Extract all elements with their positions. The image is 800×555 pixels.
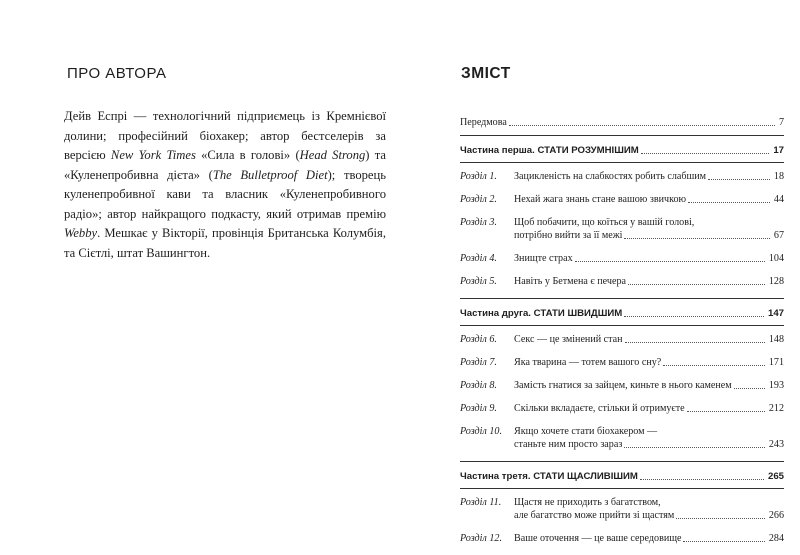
toc-line [460,144,784,157]
entry-title: Скільки вкладаєте, стільки й отримуєте [514,403,685,414]
toc-line [460,333,784,346]
page-number: 44 [773,194,784,205]
toc-entry [460,356,784,369]
bio-text: . Мешкає у Вікторії, провінція Британська Колумбія, та Сієтлі, штат Вашингтон. [64,226,386,260]
chapter-label: Розділ 2. [460,194,497,205]
toc-entry [460,402,784,415]
toc-entry [460,532,784,545]
entry-title: але багатство може прийти зі щастям [514,510,675,521]
toc-line [460,170,784,183]
page-number: 67 [773,230,784,241]
page-number: 243 [768,439,784,450]
toc-divider [460,135,784,136]
toc-entry [460,425,784,451]
bio-text: New York Times [110,148,196,162]
toc-line [460,252,784,265]
toc-divider [460,298,784,299]
toc-entry [460,193,784,206]
toc-line [460,402,784,415]
chapter-label: Розділ 6. [460,334,497,345]
page-number: 171 [768,357,784,368]
toc-line [460,193,784,206]
leader-dots [683,541,764,542]
page-number: 104 [768,253,784,264]
toc-line [460,532,784,545]
leader-dots [688,202,770,203]
leader-dots [624,447,765,448]
page-number: 7 [778,117,784,128]
chapter-label: Розділ 12. [460,533,502,544]
leader-dots [641,153,770,154]
page-number: 212 [768,403,784,414]
toc-line [460,425,784,438]
chapter-label: Розділ 3. [460,217,497,228]
entry-title: Знищте страх [514,253,573,264]
toc-line [460,356,784,369]
bio-text: The Bulletproof Diet [212,167,328,182]
toc-entry [460,252,784,265]
entry-title: Частина друга. СТАТИ ШВИДШИМ [460,308,623,319]
leader-dots [734,388,765,389]
chapter-label: Розділ 1. [460,171,497,182]
chapter-label: Розділ 10. [460,426,502,437]
page-number: 284 [768,533,784,544]
entry-title: Замість гнатися за зайцем, киньте в нього каменем [514,380,732,391]
author-bio [64,107,386,263]
page-number: 147 [767,308,784,319]
entry-title: Зацикленість на слабкостях робить слабшим [514,171,707,182]
leader-dots [575,261,765,262]
chapter-label: Розділ 8. [460,380,497,391]
leader-dots [708,179,770,180]
entry-title: Секс — це змінений стан [514,334,623,345]
toc-divider [460,162,784,163]
toc-line [460,216,784,229]
toc-divider [460,488,784,489]
bio-text: Webby [64,226,98,240]
entry-title: Частина третя. СТАТИ ЩАСЛИВІШИМ [460,471,638,482]
table-of-contents [460,116,784,555]
left-page [0,0,400,511]
toc-line [460,307,784,320]
toc-entry [460,496,784,522]
chapter-label: Розділ 9. [460,403,497,414]
leader-dots [625,342,765,343]
bio-text: Head Strong [299,148,366,162]
chapter-label: Розділ 11. [460,497,502,508]
toc-entry [460,275,784,288]
toc-entry [460,379,784,392]
toc-entry [460,216,784,242]
bio-text: ) та «Куленепробивна дієта» ( [64,148,386,182]
toc-divider [460,325,784,326]
entry-title: Частина перша. СТАТИ РОЗУМНІШИМ [460,145,639,156]
toc-entry [460,116,784,129]
entry-title: Щастя не приходить з багатством, [514,497,661,508]
entry-title: Яка тварина — тотем вашого сну? [514,357,662,368]
entry-title: Якщо хочете стати біохакером — [514,426,658,437]
leader-dots [687,411,765,412]
toc-line [460,116,784,129]
leader-dots [640,479,764,480]
page-number: 193 [768,380,784,391]
toc-entry [460,333,784,346]
page-number: 265 [767,471,784,482]
page-number: 148 [768,334,784,345]
page-number: 266 [768,510,784,521]
entry-title: потрібно вийти за її межі [514,230,623,241]
contents-heading: ЗМІСТ [461,65,511,82]
toc-line [460,470,784,483]
toc-entry [460,470,784,483]
toc-line [460,275,784,288]
toc-line [460,438,784,451]
entry-title: Нехай жага знань стане вашою звичкою [514,194,687,205]
entry-title: Ваше оточення — це ваше середовище [514,533,682,544]
leader-dots [628,284,765,285]
page-number: 18 [773,171,784,182]
about-author-heading: ПРО АВТОРА [67,65,167,82]
chapter-label: Розділ 5. [460,276,497,287]
toc-line [460,496,784,509]
bio-text: Дейв Еспрі — технологічний підприємець із Кремнієвої долини; професійний біохакер; автор бестселерів за версією [64,109,386,162]
entry-title: Навіть у Бетмена є печера [514,276,626,287]
bio-text: ); творець куленепробивної кави та власник «Куленепробивного радіо»; автор найкращого подкасту, який отримав премію [64,167,386,221]
leader-dots [624,238,769,239]
entry-title: станьте ним просто зараз [514,439,623,450]
right-page [400,0,800,544]
toc-entry [460,144,784,157]
page-number: 128 [768,276,784,287]
chapter-label: Розділ 4. [460,253,497,264]
entry-title: Передмова [460,117,507,128]
toc-line [460,379,784,392]
leader-dots [663,365,765,366]
leader-dots [676,518,765,519]
bio-text: «Сила в голові» ( [195,148,300,162]
leader-dots [624,316,764,317]
chapter-label: Розділ 7. [460,357,497,368]
toc-line [460,229,784,242]
toc-divider [460,461,784,462]
page-number: 17 [773,145,784,156]
toc-entry [460,170,784,183]
entry-title: Щоб побачити, що коїться у вашій голові, [514,217,695,228]
leader-dots [509,125,775,126]
toc-entry [460,307,784,320]
